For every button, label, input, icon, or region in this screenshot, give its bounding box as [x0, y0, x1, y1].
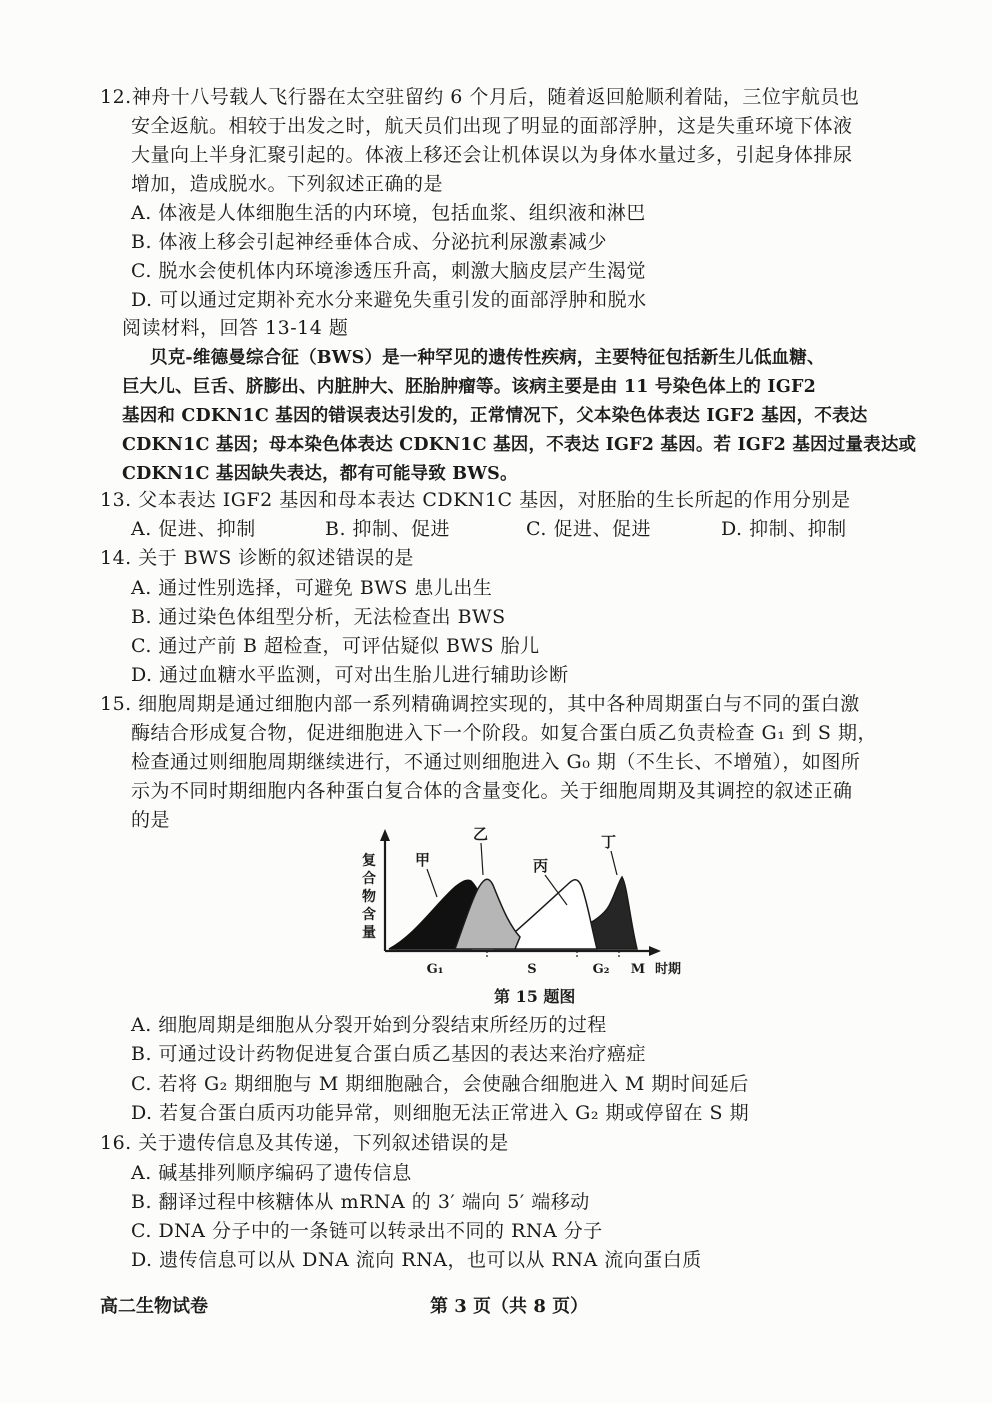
material-line-1: 贝克-维德曼综合征（BWS）是一种罕见的遗传性疾病，主要特征包括新生儿低血糖、 [150, 348, 825, 368]
figure-x-axis-arrow [649, 946, 661, 956]
figure-ylabel [362, 852, 376, 941]
material-line-5: CDKN1C 基因缺失表达，都有可能导致 BWS。 [122, 464, 518, 484]
q14-option-a: A. 通过性别选择，可避免 BWS 患儿出生 [131, 577, 493, 599]
q12-stem-line-4: 增加，造成脱水。下列叙述正确的是 [131, 173, 444, 195]
phase-label-g1: G₁ [426, 962, 444, 977]
curve-label-bing: 丙 [533, 857, 549, 875]
q12-option-d: D. 可以通过定期补充水分来避免失重引发的面部浮肿和脱水 [131, 289, 647, 311]
q15-stem-line-2: 酶结合形成复合物，促进细胞进入下一个阶段。如复合蛋白质乙负责检查 G₁ 到 S 期， [131, 722, 877, 744]
svg-text:物: 物 [362, 889, 376, 905]
material-line-3: 基因和 CDKN1C 基因的错误表达引发的，正常情况下，父本染色体表达 IGF2 基因，不表达 [122, 406, 868, 426]
q15-option-d: D. 若复合蛋白质丙功能异常，则细胞无法正常进入 G₂ 期或停留在 S 期 [131, 1102, 750, 1124]
q12-option-a: A. 体液是人体细胞生活的内环境，包括血浆、组织液和淋巴 [131, 202, 646, 224]
q16-option-b: B. 翻译过程中核糖体从 mRNA 的 3′ 端向 5′ 端移动 [131, 1191, 590, 1213]
svg-text:量: 量 [362, 925, 376, 941]
phase-label-g2: G₂ [592, 962, 610, 977]
q12-stem-line-1: 12.神舟十八号载人飞行器在太空驻留约 6 个月后，随着返回舱顺利着陆，三位宇航员也 [100, 86, 860, 108]
q13-stem: 13. 父本表达 IGF2 基因和母本表达 CDKN1C 基因，对胚胎的生长所起的作用分别是 [100, 489, 851, 511]
q16-option-c: C. DNA 分子中的一条链可以转录出不同的 RNA 分子 [131, 1220, 603, 1242]
q13-option-a: A. 促进、抑制 [131, 518, 256, 540]
q15-stem-line-4: 示为不同时期细胞内各种蛋白复合体的含量变化。关于细胞周期及其调控的叙述正确 [131, 780, 853, 802]
q15-figure [355, 825, 695, 985]
figure-xlabel: 时期 [655, 962, 682, 977]
q13-options [131, 517, 891, 541]
q14-option-c: C. 通过产前 B 超检查，可评估疑似 BWS 胎儿 [131, 635, 540, 657]
q13-option-c: C. 促进、促进 [526, 518, 651, 540]
phase-label-m: M [630, 962, 646, 977]
q12-stem-line-2: 安全返航。相较于出发之时，航天员们出现了明显的面部浮肿，这是失重环境下体液 [131, 115, 853, 137]
curve-label-jia: 甲 [415, 851, 431, 869]
q14-option-b: B. 通过染色体组型分析，无法检查出 BWS [131, 606, 506, 628]
material-line-4: CDKN1C 基因；母本染色体表达 CDKN1C 基因，不表达 IGF2 基因。若 IGF2 基因过量表达或 [122, 435, 917, 455]
curve-label-ding: 丁 [601, 833, 617, 851]
svg-text:合: 合 [362, 871, 376, 887]
curve-label-yi: 乙 [473, 825, 489, 843]
q13-option-d: D. 抑制、抑制 [721, 518, 847, 540]
material-line-2: 巨大儿、巨舌、脐膨出、内脏肿大、胚胎肿瘤等。该病主要是由 11 号染色体上的 IGF2 [122, 377, 816, 397]
q14-stem: 14. 关于 BWS 诊断的叙述错误的是 [100, 547, 414, 569]
figure-y-axis-arrow [380, 829, 390, 841]
q12-option-b: B. 体液上移会引起神经垂体合成、分泌抗利尿激素减少 [131, 231, 608, 253]
reading-intro: 阅读材料，回答 13-14 题 [122, 317, 349, 339]
footer-subject: 高二生物试卷 [100, 1296, 208, 1317]
q14-option-d: D. 通过血糖水平监测，可对出生胎儿进行辅助诊断 [131, 664, 569, 686]
q15-option-a: A. 细胞周期是细胞从分裂开始到分裂结束所经历的过程 [131, 1014, 607, 1036]
q15-stem-line-5: 的是 [131, 809, 171, 831]
q15-option-b: B. 可通过设计药物促进复合蛋白质乙基因的表达来治疗癌症 [131, 1043, 647, 1065]
footer-page-number: 第 3 页（共 8 页） [430, 1296, 589, 1317]
svg-text:含: 含 [362, 907, 376, 923]
q16-option-d: D. 遗传信息可以从 DNA 流向 RNA，也可以从 RNA 流向蛋白质 [131, 1249, 702, 1271]
q16-stem: 16. 关于遗传信息及其传递，下列叙述错误的是 [100, 1132, 509, 1154]
q16-option-a: A. 碱基排列顺序编码了遗传信息 [131, 1162, 412, 1184]
q15-stem-line-1: 15. 细胞周期是通过细胞内部一系列精确调控实现的，其中各种周期蛋白与不同的蛋白激 [100, 693, 860, 715]
q13-option-b: B. 抑制、促进 [325, 518, 451, 540]
q15-option-c: C. 若将 G₂ 期细胞与 M 期细胞融合，会使融合细胞进入 M 期时间延后 [131, 1073, 749, 1095]
phase-label-s: S [527, 962, 537, 977]
q12-stem-line-3: 大量向上半身汇聚引起的。体液上移还会让机体误以为身体水量过多，引起身体排尿 [131, 144, 853, 166]
q15-stem-line-3: 检查通过则细胞周期继续进行，不通过则细胞进入 G₀ 期（不生长、不增殖），如图所 [131, 751, 861, 773]
svg-text:复: 复 [362, 853, 376, 869]
q12-option-c: C. 脱水会使机体内环境渗透压升高，刺激大脑皮层产生渴觉 [131, 260, 646, 282]
figure-caption: 第 15 题图 [494, 987, 576, 1006]
